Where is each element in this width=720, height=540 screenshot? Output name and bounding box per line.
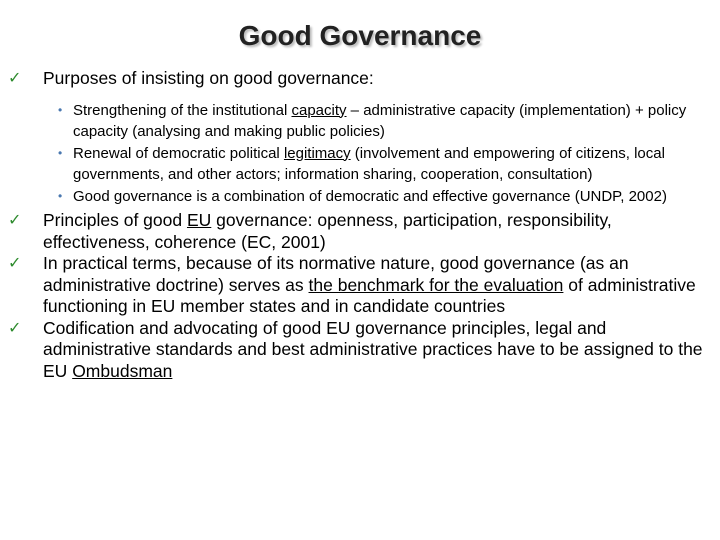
item-text: Renewal of democratic political: [73, 144, 284, 162]
sub-list-item: [8, 143, 712, 186]
bullet-icon: •: [58, 102, 63, 117]
underlined-term: capacity: [291, 101, 347, 119]
bullet-icon: •: [58, 145, 63, 160]
checkmark-icon: ✓: [8, 255, 22, 272]
underlined-term: the benchmark for the evaluation: [308, 274, 564, 295]
sub-list: [8, 100, 712, 208]
item-text: In practical terms, because of its normative nature, good governance (as an administrative doctrine) serves as: [43, 253, 629, 295]
checkmark-icon: ✓: [8, 319, 22, 337]
item-text: – administrative capacity (implementation) + policy capacity (analysing and making public policies): [73, 101, 687, 140]
item-text: of administrative functioning in EU member states and in candidate countries: [43, 274, 696, 316]
checkmark-icon: ✓: [8, 212, 22, 229]
slide-title: Good Governance: [238, 20, 482, 51]
list-item: [8, 318, 712, 383]
list-item: [8, 210, 712, 253]
underlined-term: legitimacy: [283, 144, 351, 162]
checkmark-icon: ✓: [8, 70, 22, 87]
item-text: Codification and advocating of good EU governance principles, legal and administrative standards and best administrative practices have to be assigned to the EU: [43, 317, 703, 381]
item-text: governance: openness, participation, responsibility, effectiveness, coherence (EC, 2001): [43, 210, 612, 252]
underlined-term: Ombudsman: [72, 360, 173, 381]
list-item: [8, 253, 712, 318]
bullet-icon: •: [58, 188, 63, 203]
slide-content: [8, 68, 712, 382]
sub-list-item: [8, 186, 712, 208]
item-text: Principles of good: [43, 210, 187, 230]
item-text: Strengthening of the institutional: [73, 101, 292, 119]
sub-list-item: [8, 100, 712, 143]
underlined-term: EU: [186, 210, 212, 230]
list-item: [8, 68, 712, 90]
item-text: Purposes of insisting on good governance:: [43, 68, 374, 88]
item-text: Good governance is a combination of democratic and effective governance (UNDP, 2002): [73, 187, 667, 205]
item-text: (involvement and empowering of citizens, local governments, and other actors; information sharing, cooperation, consultation): [73, 144, 665, 183]
